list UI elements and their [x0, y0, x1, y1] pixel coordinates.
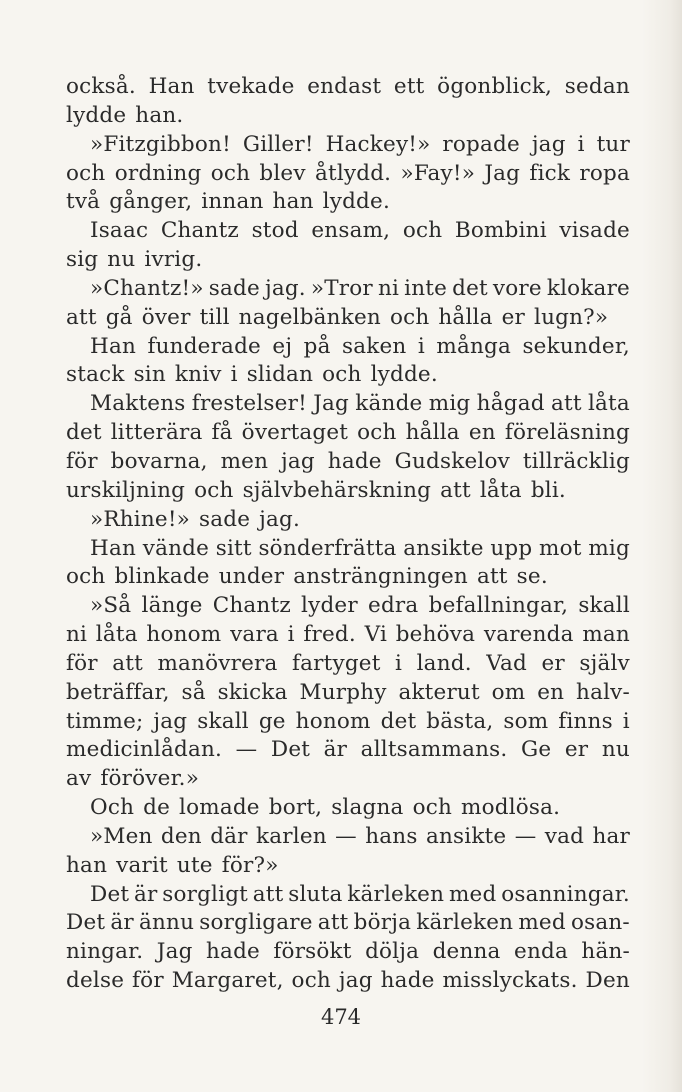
- word: under: [218, 564, 285, 590]
- word: inte: [404, 275, 448, 301]
- word: att: [550, 391, 582, 417]
- word: sitt: [215, 535, 252, 561]
- word: och: [412, 795, 452, 821]
- word: av: [66, 766, 92, 792]
- word: Han: [90, 535, 137, 561]
- word: frestelser!: [191, 391, 307, 417]
- word: med: [518, 910, 566, 936]
- word: låta: [587, 391, 630, 417]
- word: låta: [95, 622, 138, 648]
- word: det: [380, 708, 417, 734]
- word: över: [141, 304, 191, 330]
- word: dölja: [365, 939, 420, 965]
- word: tillräcklig: [522, 448, 630, 474]
- word: behöva: [395, 622, 476, 648]
- word: vara: [230, 622, 279, 648]
- word: en: [537, 679, 565, 705]
- word: Ge: [521, 737, 552, 763]
- text-line: [66, 160, 630, 189]
- word: ordning: [114, 160, 202, 186]
- word: fartyget: [291, 650, 381, 676]
- text-line: [66, 477, 630, 506]
- word: jag: [153, 708, 188, 734]
- word: nagelbänken: [238, 304, 381, 330]
- word: sönderfrätta: [258, 535, 397, 561]
- word: man: [582, 622, 630, 648]
- word: ensam,: [311, 218, 391, 244]
- word: och: [402, 218, 443, 244]
- word: att: [440, 477, 471, 503]
- text-line: [66, 967, 630, 996]
- text-line: [66, 592, 630, 621]
- word: jag.: [264, 275, 306, 301]
- text-line: [66, 275, 630, 304]
- word: är: [133, 881, 158, 907]
- word: kärleken: [416, 910, 514, 936]
- word: kärleken: [347, 881, 445, 907]
- word: Gudskelov: [394, 448, 510, 474]
- word: sig: [66, 247, 99, 273]
- word: det: [452, 275, 488, 301]
- word: medicinlådan.: [66, 737, 223, 763]
- word: upp: [490, 535, 533, 561]
- word: länge: [141, 593, 203, 619]
- word: Det: [90, 881, 130, 907]
- word: sin: [133, 362, 166, 388]
- word: »Fitzgibbon!: [90, 131, 231, 157]
- word: ansträngningen: [293, 564, 468, 590]
- word: skicka: [217, 679, 288, 705]
- word: för?»: [221, 852, 279, 878]
- word: varit: [116, 852, 168, 878]
- word: för: [66, 650, 98, 676]
- word: klokare: [546, 275, 630, 301]
- word: på: [303, 333, 331, 359]
- word: Han: [90, 333, 137, 359]
- word: att: [317, 910, 349, 936]
- word: delse: [66, 968, 125, 994]
- word: alltsammans.: [360, 737, 508, 763]
- word: ett: [393, 74, 425, 99]
- text-line: [66, 246, 630, 275]
- word: honom: [295, 708, 371, 734]
- word: sekunder,: [522, 333, 630, 359]
- word: föreläsning: [504, 420, 630, 446]
- word: självbehärskning: [242, 477, 432, 503]
- word: Isaac: [90, 218, 149, 244]
- word: kniv: [174, 362, 222, 388]
- word: ögonblick,: [437, 74, 553, 99]
- text-line: [66, 736, 630, 765]
- page-number: 474: [320, 1005, 362, 1029]
- word: ansikte: [425, 823, 507, 849]
- word: Det: [270, 737, 311, 763]
- word: också.: [66, 74, 136, 99]
- word: jag: [281, 448, 315, 474]
- text-line: [66, 188, 630, 217]
- word: jag: [338, 968, 373, 994]
- word: låta: [479, 477, 522, 503]
- word: att: [66, 304, 97, 330]
- word: börja: [353, 910, 412, 936]
- word: Han: [148, 74, 195, 99]
- word: hålla: [438, 304, 493, 330]
- text-line: [66, 881, 630, 910]
- word: finns: [558, 708, 613, 734]
- word: akterut: [398, 679, 480, 705]
- word: hade: [327, 448, 382, 474]
- word: Chantz: [160, 218, 239, 244]
- word: »Tror: [310, 275, 373, 301]
- text-line: [66, 448, 630, 477]
- word: misslyckats.: [442, 968, 578, 994]
- word: modlösa.: [461, 795, 561, 821]
- word: sluta: [288, 881, 343, 907]
- text-line: [66, 563, 630, 592]
- text-line: [66, 708, 630, 737]
- word: er: [501, 304, 526, 330]
- word: Jag: [313, 391, 349, 417]
- word: Giller!: [242, 131, 314, 157]
- word: lydde.: [370, 362, 438, 388]
- word: Den: [585, 968, 630, 994]
- text-line: [66, 361, 630, 390]
- text-line: [66, 679, 630, 708]
- word: bort,: [268, 795, 323, 821]
- word: två: [66, 189, 101, 215]
- word: ute: [176, 852, 213, 878]
- text-line: [66, 794, 630, 823]
- text-line: [66, 73, 630, 102]
- word: mig: [588, 535, 630, 561]
- word: »Så: [90, 593, 132, 619]
- word: så: [181, 679, 206, 705]
- word: att: [476, 564, 508, 590]
- word: blev: [259, 160, 306, 186]
- word: honom: [146, 622, 222, 648]
- word: åtlydd.: [314, 160, 392, 186]
- word: om: [491, 679, 526, 705]
- word: mot: [539, 535, 582, 561]
- text-line: [66, 938, 630, 967]
- word: i: [287, 622, 295, 648]
- word: och: [210, 160, 251, 186]
- word: stod: [251, 218, 299, 244]
- word: Det: [66, 910, 106, 936]
- word: hågad: [476, 391, 545, 417]
- word: gå: [105, 304, 133, 330]
- word: och: [357, 420, 397, 446]
- word: där: [210, 823, 248, 849]
- word: i: [417, 333, 425, 359]
- word: ge: [258, 708, 286, 734]
- page-edge-shading: [642, 0, 682, 1092]
- word: att: [112, 650, 143, 676]
- word: nu: [107, 247, 136, 273]
- word: bli.: [530, 477, 566, 503]
- word: han: [66, 852, 108, 878]
- word: i: [230, 362, 238, 388]
- word: kände: [355, 391, 423, 417]
- word: slagna: [331, 795, 404, 821]
- word: saken: [342, 333, 407, 359]
- word: edra: [368, 593, 419, 619]
- text-line: [66, 852, 630, 881]
- word: fred.: [303, 622, 356, 648]
- text-line: [66, 535, 630, 564]
- word: skall: [197, 708, 249, 734]
- word: den: [160, 823, 202, 849]
- word: men: [220, 448, 269, 474]
- text-line: [66, 650, 630, 679]
- word: Chantz: [212, 593, 291, 619]
- word: och: [194, 477, 234, 503]
- word: osan-: [570, 910, 630, 936]
- word: nu: [601, 737, 630, 763]
- word: är: [323, 737, 348, 763]
- word: visade: [559, 218, 630, 244]
- word: Jag: [484, 160, 521, 186]
- word: urskiljning: [66, 477, 186, 503]
- word: tur: [596, 131, 630, 157]
- word: sade: [208, 275, 260, 301]
- word: se.: [516, 564, 548, 590]
- word: stack: [66, 362, 125, 388]
- word: sorgligare: [199, 910, 313, 936]
- word: hans: [365, 823, 418, 849]
- word: land.: [416, 650, 472, 676]
- word: de: [143, 795, 171, 821]
- word: karlen: [256, 823, 327, 849]
- word: hålla: [405, 420, 460, 446]
- word: ropade: [442, 131, 520, 157]
- word: vände: [142, 535, 210, 561]
- word: och: [66, 160, 106, 186]
- word: som: [503, 708, 549, 734]
- word: ivrig.: [144, 247, 203, 273]
- word: gånger,: [109, 189, 193, 215]
- word: han: [272, 189, 314, 215]
- body-text: [66, 73, 630, 996]
- word: själv: [579, 650, 630, 676]
- word: vad: [544, 823, 585, 849]
- word: litterära: [110, 420, 203, 446]
- word: att: [252, 881, 284, 907]
- word: få: [211, 420, 233, 446]
- text-line: [66, 765, 630, 794]
- word: Jag: [156, 939, 193, 965]
- word: funderade: [147, 333, 261, 359]
- text-line: [66, 333, 630, 362]
- word: halv-: [576, 679, 630, 705]
- word: varenda: [483, 622, 574, 648]
- word: i: [577, 131, 585, 157]
- word: Murphy: [299, 679, 387, 705]
- word: tvekade: [207, 74, 295, 99]
- word: bovarna,: [110, 448, 208, 474]
- word: till: [199, 304, 230, 330]
- word: timme;: [66, 708, 144, 734]
- word: lugn?»: [534, 304, 609, 330]
- text-line: [66, 823, 630, 852]
- word: denna: [432, 939, 501, 965]
- word: ni: [377, 275, 400, 301]
- word: enda: [514, 939, 568, 965]
- word: Bombini: [454, 218, 547, 244]
- word: lydde.: [322, 189, 390, 215]
- word: mig: [428, 391, 471, 417]
- word: ännu: [138, 910, 195, 936]
- word: befallningar,: [428, 593, 569, 619]
- word: er: [541, 650, 565, 676]
- word: sorgligt: [162, 881, 249, 907]
- word: er: [564, 737, 589, 763]
- word: ropa: [579, 160, 630, 186]
- word: ansikte: [403, 535, 484, 561]
- text-line: [66, 909, 630, 938]
- text-line: [66, 217, 630, 246]
- word: för: [66, 448, 98, 474]
- word: sade: [199, 506, 251, 532]
- word: hän-: [581, 939, 630, 965]
- word: fick: [529, 160, 571, 186]
- word: jag: [531, 131, 566, 157]
- word: Maktens: [90, 391, 186, 417]
- word: —: [235, 737, 258, 763]
- word: med: [448, 881, 497, 907]
- word: ni: [66, 622, 88, 648]
- word: många: [436, 333, 512, 359]
- word: i: [395, 650, 403, 676]
- text-line: [66, 506, 630, 535]
- text-line: [66, 304, 630, 333]
- word: ej: [272, 333, 293, 359]
- text-line: [66, 102, 630, 131]
- word: slidan: [246, 362, 314, 388]
- word: hade: [380, 968, 435, 994]
- text-line: [66, 419, 630, 448]
- word: lyder: [301, 593, 358, 619]
- word: »Fay!»: [400, 160, 476, 186]
- word: och: [66, 564, 106, 590]
- word: en: [468, 420, 496, 446]
- word: och: [291, 968, 331, 994]
- word: endast: [307, 74, 382, 99]
- word: försökt: [273, 939, 352, 965]
- word: sedan: [564, 74, 630, 99]
- word: det: [66, 420, 102, 446]
- word: Vi: [364, 622, 388, 648]
- word: »Men: [90, 823, 153, 849]
- word: och: [389, 304, 430, 330]
- text-line: [66, 621, 630, 650]
- word: hade: [206, 939, 260, 965]
- word: ningar.: [66, 939, 144, 965]
- word: Hackey!»: [325, 131, 431, 157]
- word: —: [514, 823, 537, 849]
- word: vore: [492, 275, 542, 301]
- word: Och: [90, 795, 135, 821]
- word: Margaret,: [171, 968, 284, 994]
- word: »Chantz!»: [90, 275, 204, 301]
- word: föröver.»: [100, 766, 200, 792]
- word: »Rhine!»: [90, 506, 191, 532]
- word: osanningar.: [501, 881, 630, 907]
- word: han.: [135, 102, 184, 128]
- word: och: [322, 362, 362, 388]
- word: jag.: [259, 506, 301, 532]
- word: har: [592, 823, 630, 849]
- word: övertaget: [241, 420, 349, 446]
- word: blinkade: [114, 564, 210, 590]
- word: lomade: [179, 795, 260, 821]
- word: Vad: [486, 650, 527, 676]
- word: i: [622, 708, 630, 734]
- word: bästa,: [426, 708, 494, 734]
- word: innan: [201, 189, 264, 215]
- word: är: [110, 910, 134, 936]
- word: lydde: [66, 102, 127, 128]
- word: beträffar,: [66, 679, 170, 705]
- text-line: [66, 390, 630, 419]
- word: för: [132, 968, 164, 994]
- word: —: [335, 823, 357, 849]
- word: manövrera: [157, 650, 278, 676]
- text-line: [66, 131, 630, 160]
- word: skall: [578, 593, 630, 619]
